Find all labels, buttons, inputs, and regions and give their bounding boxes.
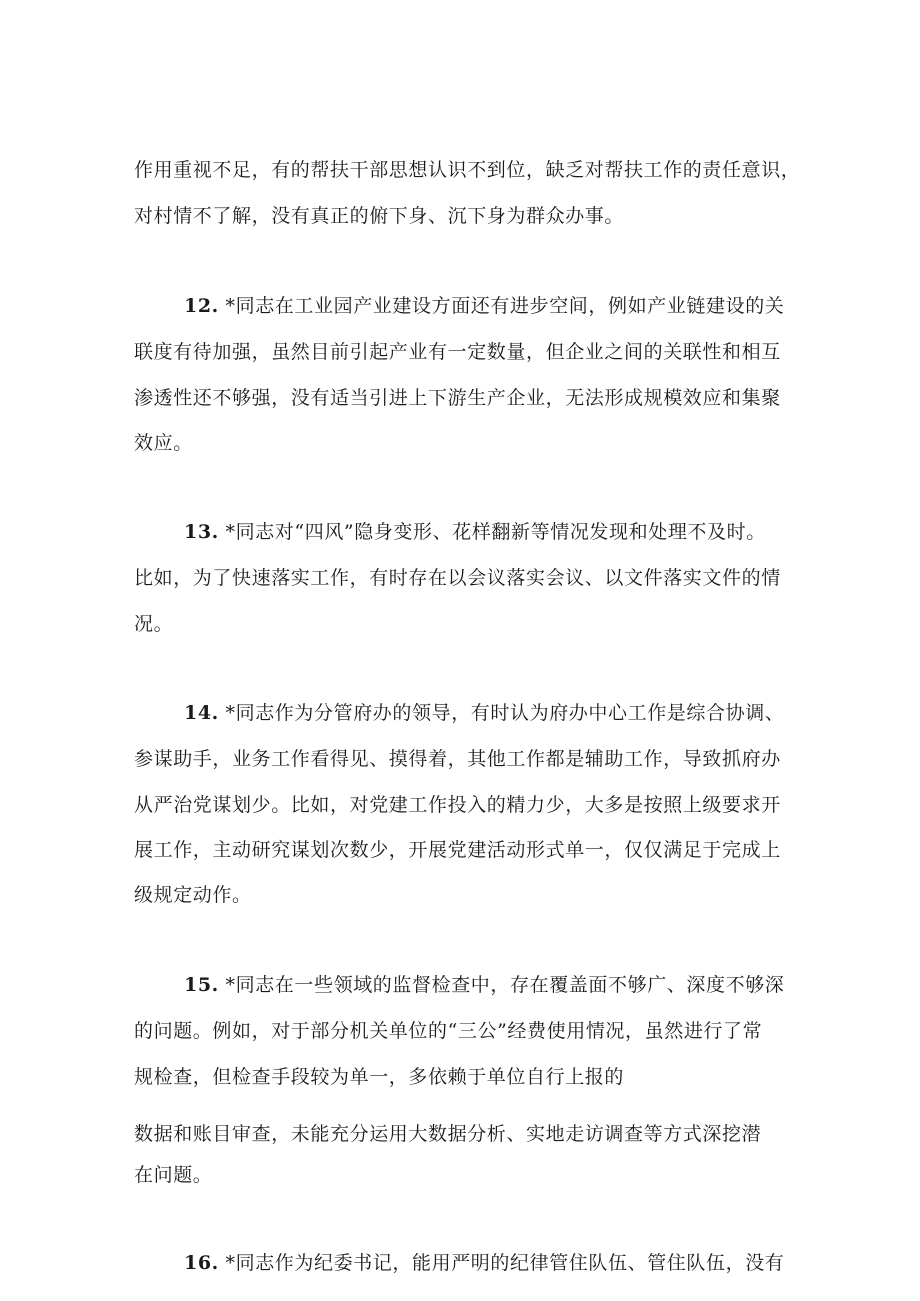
paragraph-15-first-line (184, 972, 794, 998)
paragraph-line: 在问题。 (134, 1164, 213, 1186)
paragraph-line: 作用重视不足，有的帮扶干部思想认识不到位，缺乏对帮扶工作的责任意识， (134, 159, 801, 181)
item-number: 16. (184, 1252, 219, 1274)
paragraph-line: 数据和账目审查，未能充分运用大数据分析、实地走访调查等方式深挖潜 (134, 1123, 762, 1145)
paragraph-line: 联度有待加强，虽然目前引起产业有一定数量，但企业之间的关联性和相互 (134, 341, 781, 363)
paragraph-line: 的问题。例如，对于部分机关单位的“三公”经费使用情况，虽然进行了常 (134, 1020, 763, 1042)
paragraph-line: 级规定动作。 (134, 884, 252, 906)
item-number: 14. (184, 702, 219, 724)
paragraph-line: *同志在一些领域的监督检查中，存在覆盖面不够广、深度不够深 (225, 974, 785, 996)
paragraph-line: 规检查，但检查手段较为单一，多依赖于单位自行上报的 (134, 1066, 625, 1088)
item-number: 15. (184, 974, 219, 996)
paragraph-line: *同志作为纪委书记，能用严明的纪律管住队伍、管住队伍，没有 (225, 1252, 785, 1274)
paragraph-line: 展工作，主动研究谋划次数少，开展党建活动形式单一，仅仅满足于完成上 (134, 839, 781, 861)
paragraph-line: 参谋助手，业务工作看得见、摸得着，其他工作都是辅助工作，导致抓府办 (134, 748, 781, 770)
paragraph-13-first-line (184, 519, 794, 545)
item-number: 13. (184, 521, 219, 543)
paragraph-line: 效应。 (134, 432, 193, 454)
paragraph-line: *同志在工业园产业建设方面还有进步空间，例如产业链建设的关 (225, 295, 785, 317)
paragraph-12-first-line (184, 293, 794, 319)
paragraph-16-first-line (184, 1250, 794, 1276)
paragraph-line: 渗透性还不够强，没有适当引进上下游生产企业，无法形成规模效应和集聚 (134, 387, 781, 409)
paragraph-line: *同志对“四风”隐身变形、花样翻新等情况发现和处理不及时。 (225, 521, 766, 543)
paragraph-line: *同志作为分管府办的领导，有时认为府办中心工作是综合协调、 (225, 702, 785, 724)
paragraph-line: 比如，为了快速落实工作，有时存在以会议落实会议、以文件落实文件的情 (134, 567, 781, 589)
paragraph-14-first-line (184, 700, 794, 726)
paragraph-line: 况。 (134, 613, 174, 635)
paragraph-line: 对村情不了解，没有真正的俯下身、沉下身为群众办事。 (134, 205, 625, 227)
paragraph-line: 从严治党谋划少。比如，对党建工作投入的精力少，大多是按照上级要求开 (134, 794, 781, 816)
item-number: 12. (184, 295, 219, 317)
